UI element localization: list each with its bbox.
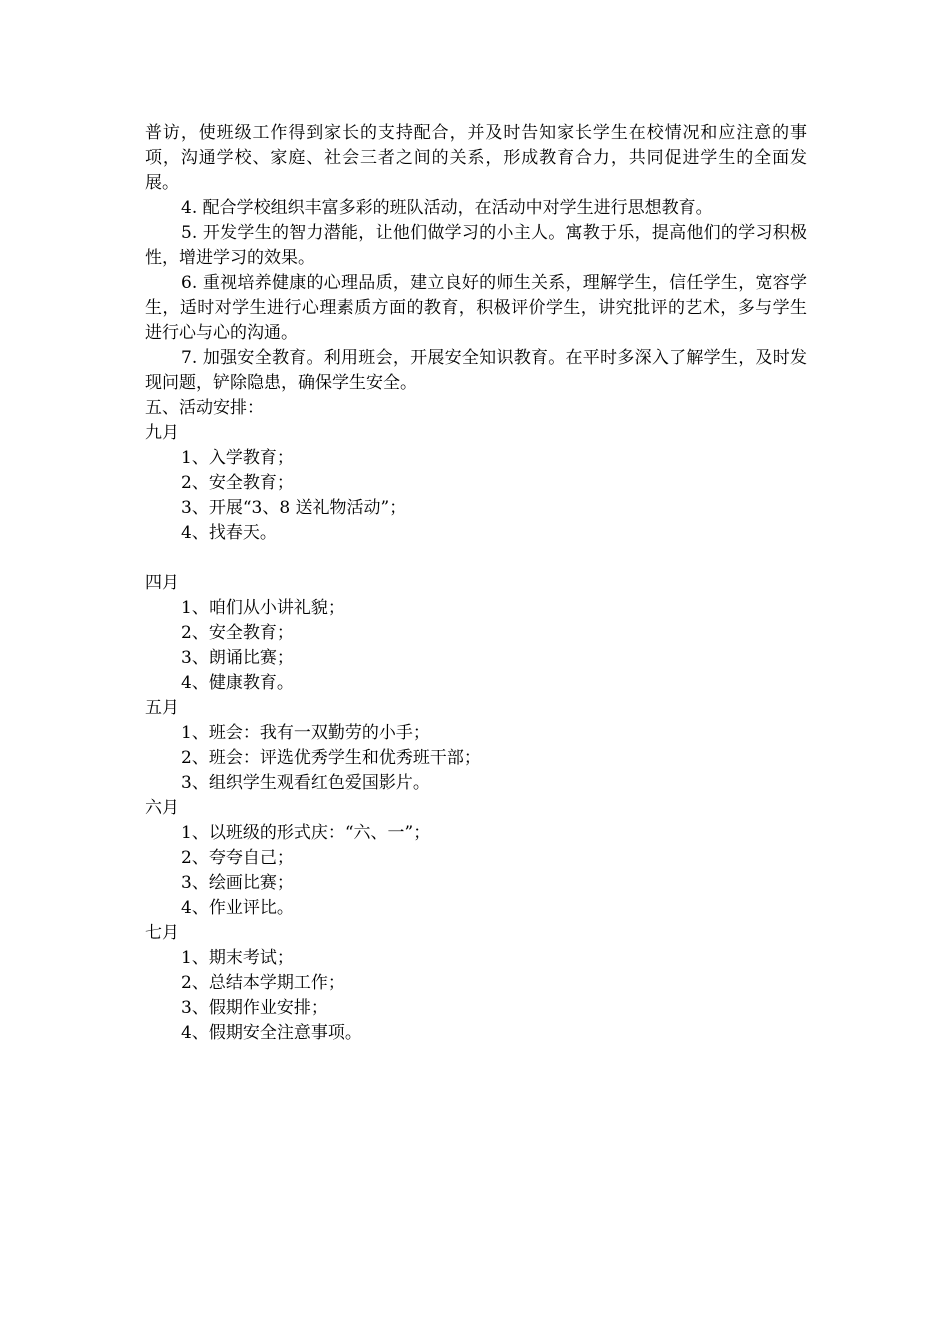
- list-item: 1、期末考试；: [181, 948, 294, 968]
- month-july: [145, 921, 807, 1046]
- month-title: 四月: [145, 573, 179, 593]
- paragraph-item-4: 4. 配合学校组织丰富多彩的班队活动，在活动中对学生进行思想教育。: [181, 198, 713, 218]
- list-item: 3、绘画比赛；: [181, 873, 294, 893]
- paragraph-item-6: 6. 重视培养健康的心理品质，建立良好的师生关系，理解学生，信任学生，宽容学生，适时对学生进行心理素质方面的教育，积极评价学生，讲究批评的艺术，多与学生进行心与心的沟通。: [145, 273, 807, 343]
- list-item: 3、组织学生观看红色爱国影片。: [181, 773, 430, 793]
- list-item: 3、开展“3、8 送礼物活动”；: [181, 498, 407, 518]
- section-heading: 五、活动安排：: [145, 398, 264, 418]
- list-item: 1、班会：我有一双勤劳的小手；: [181, 723, 430, 743]
- month-september: [145, 421, 807, 571]
- list-item: 4、健康教育。: [181, 673, 294, 693]
- list-item: 1、咱们从小讲礼貌；: [181, 598, 345, 618]
- month-list: [145, 421, 807, 1046]
- list-item: 1、以班级的形式庆：“六、一”；: [181, 823, 431, 843]
- month-may: [145, 696, 807, 796]
- list-item: 3、朗诵比赛；: [181, 648, 294, 668]
- paragraph-item-5: 5. 开发学生的智力潜能，让他们做学习的小主人。寓教于乐，提高他们的学习积极性，增进学习的效果。: [145, 223, 807, 268]
- paragraph: 普访，使班级工作得到家长的支持配合，并及时告知家长学生在校情况和应注意的事项，沟通学校、家庭、社会三者之间的关系，形成教育合力，共同促进学生的全面发展。: [145, 123, 807, 193]
- list-item: 2、安全教育；: [181, 623, 294, 643]
- paragraphs: [145, 121, 807, 396]
- list-item: 2、夸夸自己；: [181, 848, 294, 868]
- list-item: 2、安全教育；: [181, 473, 294, 493]
- blank-line: [145, 546, 807, 571]
- month-april: [145, 571, 807, 696]
- paragraph-item-7: 7. 加强安全教育。利用班会，开展安全知识教育。在平时多深入了解学生，及时发现问题，铲除隐患，确保学生安全。: [145, 348, 807, 393]
- list-item: 2、班会：评选优秀学生和优秀班干部；: [181, 748, 481, 768]
- month-title: 七月: [145, 923, 179, 943]
- list-item: 2、总结本学期工作；: [181, 973, 345, 993]
- list-item: 4、找春天。: [181, 523, 277, 543]
- month-title: 六月: [145, 798, 179, 818]
- list-item: 3、假期作业安排；: [181, 998, 328, 1018]
- list-item: 4、作业评比。: [181, 898, 294, 918]
- month-title: 五月: [145, 698, 179, 718]
- list-item: 1、入学教育；: [181, 448, 294, 468]
- month-june: [145, 796, 807, 921]
- document-page: [145, 121, 807, 1046]
- list-item: 4、假期安全注意事项。: [181, 1023, 362, 1043]
- month-title: 九月: [145, 423, 179, 443]
